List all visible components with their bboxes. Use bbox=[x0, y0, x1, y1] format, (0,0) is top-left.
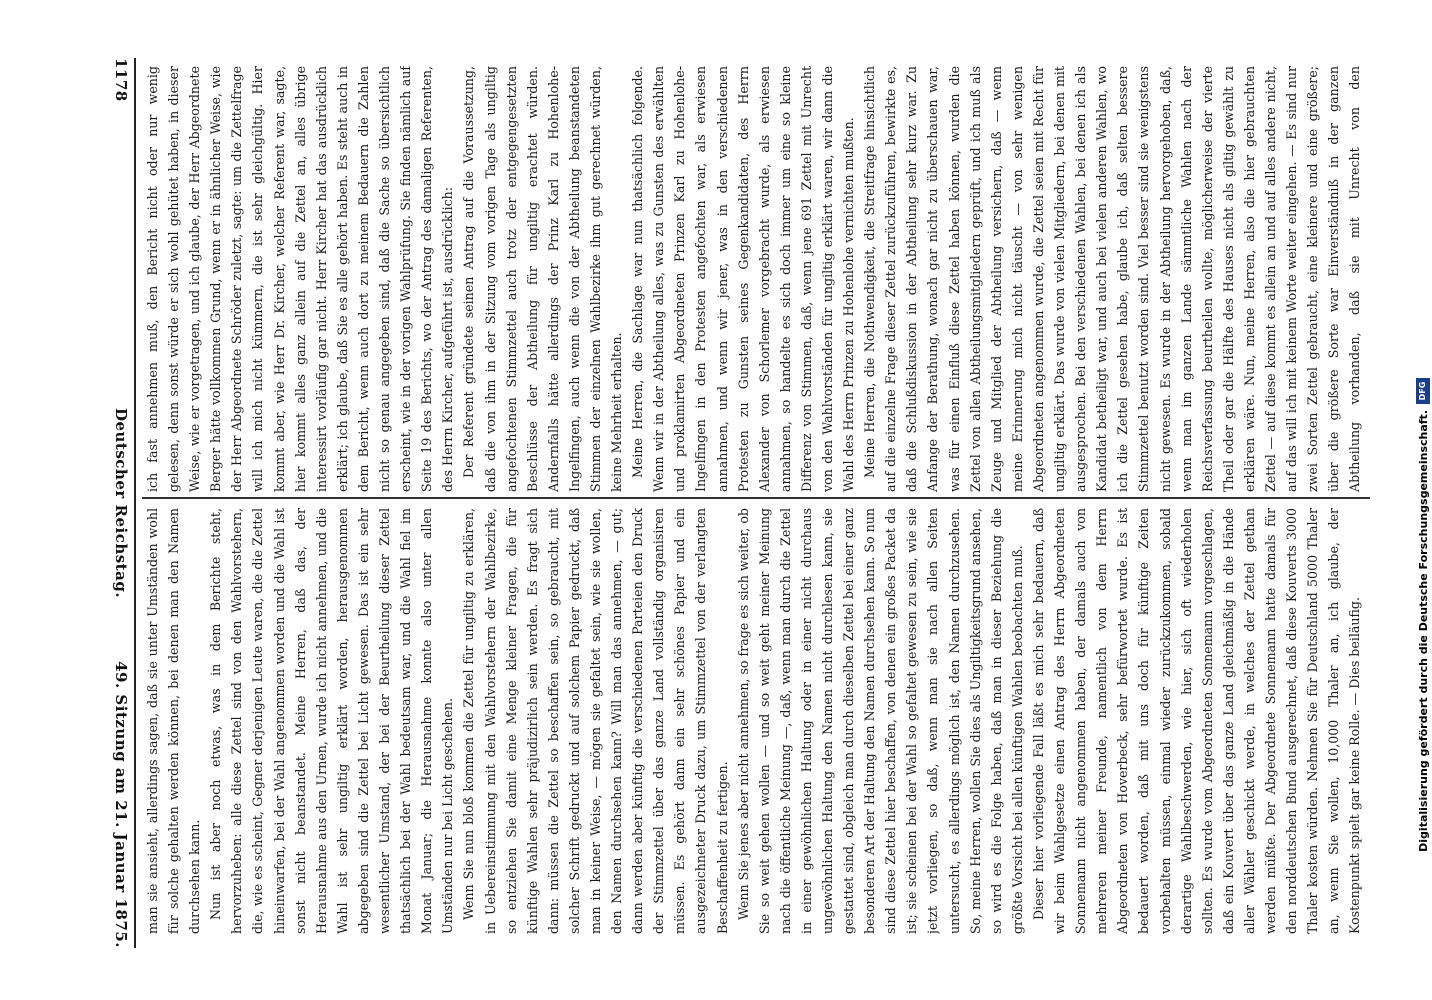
paragraph: Wenn Sie nun bloß kommen die Zettel für ungiltig zu erklären, in Uebereinstimmung mit den Wahlvorstehern der Wahlbezirke, so entziehen Sie damit eine Menge kleiner Fragen, die für künftige Wahlen sehr präjudizirlich sein werden. Es fragt sich dann: müssen die Zettel so beschaffen sein, so gebraucht, mit solcher Schrift gedruckt und auf solchem Papier gedruckt, daß man in keiner Weise, — mögen sie gefaltet sein, wie sie wollen, den Namen durchsehen kann? Will man das annehmen, — gut; dann werden aber künftig die verschiedenen Parteien den Druck der Stimmzettel über das ganze Land vollständig organisiren müssen. Es gehört dann ein sehr schönes Papier und ein ausgezeichneter Druck dazu, um Stimmzettel von der verlangten Beschaffenheit zu fertigen. bbox=[461, 508, 730, 934]
paragraph: Wenn Sie jenes aber nicht annehmen, so frage es sich weiter, ob Sie so weit gehen wollen — und so weit geht meiner Meinung nach die öffentliche Meinung —, daß, wenn man durch die Zettel in einer gewöhnlichen Haltung oder in einer nicht durchaus ungewöhnlichen Haltung den Namen nicht durchlesen kann, sie gestattet sind, obgleich man durch dieselben Zettel bei einer ganz besonderen Art der Haltung den Namen durchsehen kann. So nun sind diese Zettel hier beschaffen, von denen ein großes Packet da ist; sie scheinen bei der Wahl so gefaltet gewesen zu sein, wie sie jetzt vorliegen, so daß, wenn man sie nach allen Seiten untersucht, es allerdings möglich ist, den Namen durchzusehen. So, meine Herren, wollen Sie dies als Ungiltigkeitsgrund ansehen, so wird es die Folge haben, daß man in dieser Beziehung die größte Vorsicht bei allen künftigen Wahlen beobachten muß. bbox=[735, 508, 1025, 934]
header-rule bbox=[134, 58, 136, 948]
paragraph: Nun ist aber noch etwas, was in dem Berichte steht, hervorzuheben: alle diese Zettel sind von den Wahlvorstehern, die, wie es scheint, Gegner derjenigen Leute waren, die die Zettel hineinwarfen, bei der Wahl angenommen worden und die Wahl ist sonst nicht beanstandet. Meine Herren, daß das, der Herausnahme aus den Urnen, wurde ich nicht annehmen, und die Wahl ist sehr ungiltig erklärt worden, herausgenommen abgegeben sind die Zettel bei Licht gewesen. Das ist ein sehr wesentlicher Umstand, der bei der Beurtheilung dieser Zettel thatsächlich bei der Wahl bedeutsam war, und die Wahl fiel im Monat Januar; die Herausnahme konnte also unter allen Umständen nur bei Licht geschehen. bbox=[208, 508, 456, 934]
dfg-logo: DFG bbox=[1416, 378, 1430, 404]
paragraph bbox=[1365, 508, 1370, 934]
paragraph: ich fast annehmen muß, den Bericht nicht oder nur wenig gelesen, denn sonst würde er sich wohl gehütet haben, in dieser Weise, wie er vorgetragen, und ich glaube, der Herr Abgeordnete Berger hätte vollkommen Grund, wenn er in ähnlicher Weise, wie der Herr Abgeordnete Schröder zuletzt, sagte: um die Zettelfrage will ich mich nicht kümmern, die ist sehr gleichgültig. Hier kommt aber, wie Herr Dr. Kircher, welcher Referent war, sagte, hier kommt alles ganz allein auf die Zettel an, alles übrige interessirt vorläufig gar nicht. Herr Kircher hat das ausdrücklich erklärt; ich glaube, daß Sie es alle gehört haben. Es steht auch in dem Bericht, wenn auch dort zu meinem Bedauern die Zahlen nicht so genau angegeben sind, daß die Sache so übersichtlich erscheint, wie in der vorigen Wahlprüfung. Sie finden nämlich auf Seite 19 des Berichts, wo der Antrag des damaligen Referenten, des Herrn Kircher, aufgeführt ist, ausdrücklich: bbox=[145, 66, 456, 492]
paragraph: Meine Herren, die Sachlage war nun thatsächlich folgende. Wenn wir in der Abtheilung alles, was zu Gunsten des erwählten und proklamirten Abgeordneten Prinzen Karl zu Hohenlohe-Ingelfingen in den Protesten angefochten war, als erwiesen annahmen, und wenn wir jener, was in den verschiedenen Protesten zu Gunsten seines Gegenkandidaten, des Herrn Alexander von Schorlemer vorgebracht wurde, als erwiesen annahmen, so handelte es sich doch immer um eine so kleine Differenz von Stimmen, daß, wenn jene 691 Zettel mit Unrecht von den Wahlvorständen für ungiltig erklärt waren, wir dann die Wahl des Herrn Prinzen zu Hohenlohe vernichten mußten. bbox=[630, 66, 857, 492]
paragraph: man sie ansieht, allerdings sagen, daß sie unter Umständen wohl für solche gehalten werden können, bei denen man den Namen durchsehen kann. bbox=[145, 508, 203, 934]
text-column-left bbox=[142, 66, 1370, 492]
text-column-right bbox=[142, 508, 1370, 934]
paragraph: Dieser hier vorliegende Fall läßt es mich sehr bedauern, daß wir beim Wahlgesetze einen Antrag des Herrn Abgeordneten Sonnemann nicht angenommen haben, der damals auch von mehreren meiner Freunde, namentlich von dem Herrn Abgeordneten von Hoverbeck, sehr befürwortet wurde. Es ist bedauert worden, daß mit uns doch für künftige Zeiten vorbehalten müssen, einmal wieder zurückzukommen, sobald derartige Wahlbeschwerden, wie hier, sich oft wiederholen sollten. Es wurde vom Abgeordneten Sonnemann vorgeschlagen, daß ein Kouvert über das ganze Land gleichmäßig in die Hände aller Wähler geschickt werde, in welches der Zettel gethan werden müßte. Der Abgeordnete Sonnemann hatte damals für den norddeutschen Bund ausgerechnet, daß diese Kouverts 3000 Thaler kosten würden. Nehmen Sie für Deutschland 5000 Thaler an, wenn Sie wollen, 10,000 Thaler an, ich glaube, der Kostenpunkt spielt gar keine Rolle. — Dies beiläufig. bbox=[1030, 508, 1363, 934]
page-header bbox=[106, 58, 130, 948]
digitization-note: Digitalisierung gefördert durch die Deutsche Forschungsgemeinschaft. bbox=[1417, 410, 1430, 852]
page-number: 1178 bbox=[112, 58, 130, 102]
paragraph: Der Referent gründete seinen Antrag auf die Voraussetzung, daß die von ihm in der Sitzung vom vorigen Tage als ungiltig angefochtenen Stimmzettel auch trotz der entgegengesetzten Beschlüsse der Abtheilung für ungiltig erachtet würden. Andernfalls hätte allerdings der Prinz Karl zu Hohenlohe-Ingelfingen, auch wenn die von der Abtheilung beanstandeten Stimmen der einzelnen Wahlbezirke ihm gut gerechnet würden, keine Mehrheit erhalten. bbox=[461, 66, 625, 492]
page-title: Deutscher Reichstag. bbox=[112, 407, 130, 599]
paragraph: Meine Herren, die Nothwendigkeit, die Streitfrage hinsichtlich auf die einzelne Frage dieser Zettel zurückzuführen, bewirkte es, daß die Schlußdiskussion in der Abtheilung sehr kurz war. Zu Anfange der Berathung, wonach gar nicht zu überschauen war, was für einen Einfluß diese Zettel haben können, wurden die Zettel von allen Abtheilungsmitgliedern geprüft, und ich muß als Zeuge und Mitglied der Abtheilung versichern, daß — wenn meine Erinnerung mich nicht täuscht — von sehr wenigen Abgeordneten angenommen wurde, die Zettel seien mit Recht für ungiltig erklärt. Das wurde von vielen Mitgliedern, bei denen mit ausgesprochen. Bei den verschiedenen Wahlen, bei denen ich als Kandidat betheiligt war, und auch bei vielen anderen Wahlen, wo ich die Zettel gesehen habe, glaube ich, daß selten bessere Stimmzettel benutzt worden sind. Viel besser sind sie wenigstens nicht gewesen. Es wurde in der Abtheilung hervorgehoben, daß, wenn man im ganzen Lande sämmtliche Wahlen nach der Reichsverfassung beurtheilen wollte, möglicherweise der vierte Theil oder gar die Hälfte des Hauses nicht als giltig gewählt zu erklären wäre. Nun, meine Herren, also die hier gebrauchten Zettel — auf diese kommt es allein an und auf alles andere nicht, auf das will ich mit keinem Worte weiter eingehen. — Es sind nur zwei Sorten Zettel gebraucht, eine kleinere und eine größere; über die größere Sorte war Einverständniß in der ganzen Abtheilung vorhanden, daß sie mit Unrecht von den bbox=[862, 66, 1363, 492]
session-date: 49. Sitzung am 21. Januar 1875. bbox=[112, 661, 130, 948]
column-divider bbox=[142, 497, 1370, 499]
